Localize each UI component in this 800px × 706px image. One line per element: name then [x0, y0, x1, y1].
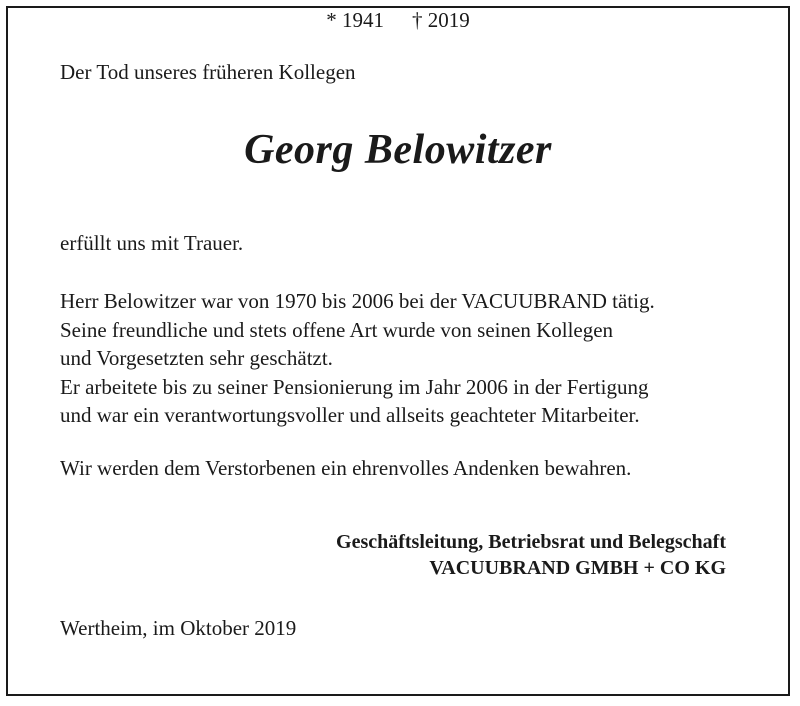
- closing-text: Wir werden dem Verstorbenen ein ehrenvolles Andenken bewahren.: [60, 456, 632, 480]
- body-line: und Vorgesetzten sehr geschätzt.: [60, 346, 333, 370]
- grief-text: erfüllt uns mit Trauer.: [60, 231, 244, 255]
- life-dates: [8, 8, 788, 32]
- obituary-notice: [6, 6, 790, 696]
- death-year: † 2019: [412, 8, 470, 32]
- place-date: Wertheim, im Oktober 2019: [60, 616, 297, 640]
- body-paragraph: [60, 287, 655, 430]
- signature-group: Geschäftsleitung, Betriebsrat und Belegschaft: [336, 531, 726, 553]
- birth-year: * 1941: [326, 8, 384, 32]
- deceased-name: Georg Belowitzer: [244, 127, 552, 173]
- intro-text: Der Tod unseres früheren Kollegen: [60, 60, 356, 84]
- body-line: Er arbeitete bis zu seiner Pensionierung im Jahr 2006 in der Fertigung: [60, 374, 649, 399]
- body-line: Herr Belowitzer war von 1970 bis 2006 bei der VACUUBRAND tätig.: [60, 289, 655, 313]
- signature-company: VACUUBRAND GMBH + CO KG: [429, 557, 726, 579]
- body-line: und war ein verantwortungsvoller und allseits geachteter Mitarbeiter.: [60, 403, 640, 427]
- body-line: Seine freundliche und stets offene Art wurde von seinen Kollegen: [60, 317, 614, 342]
